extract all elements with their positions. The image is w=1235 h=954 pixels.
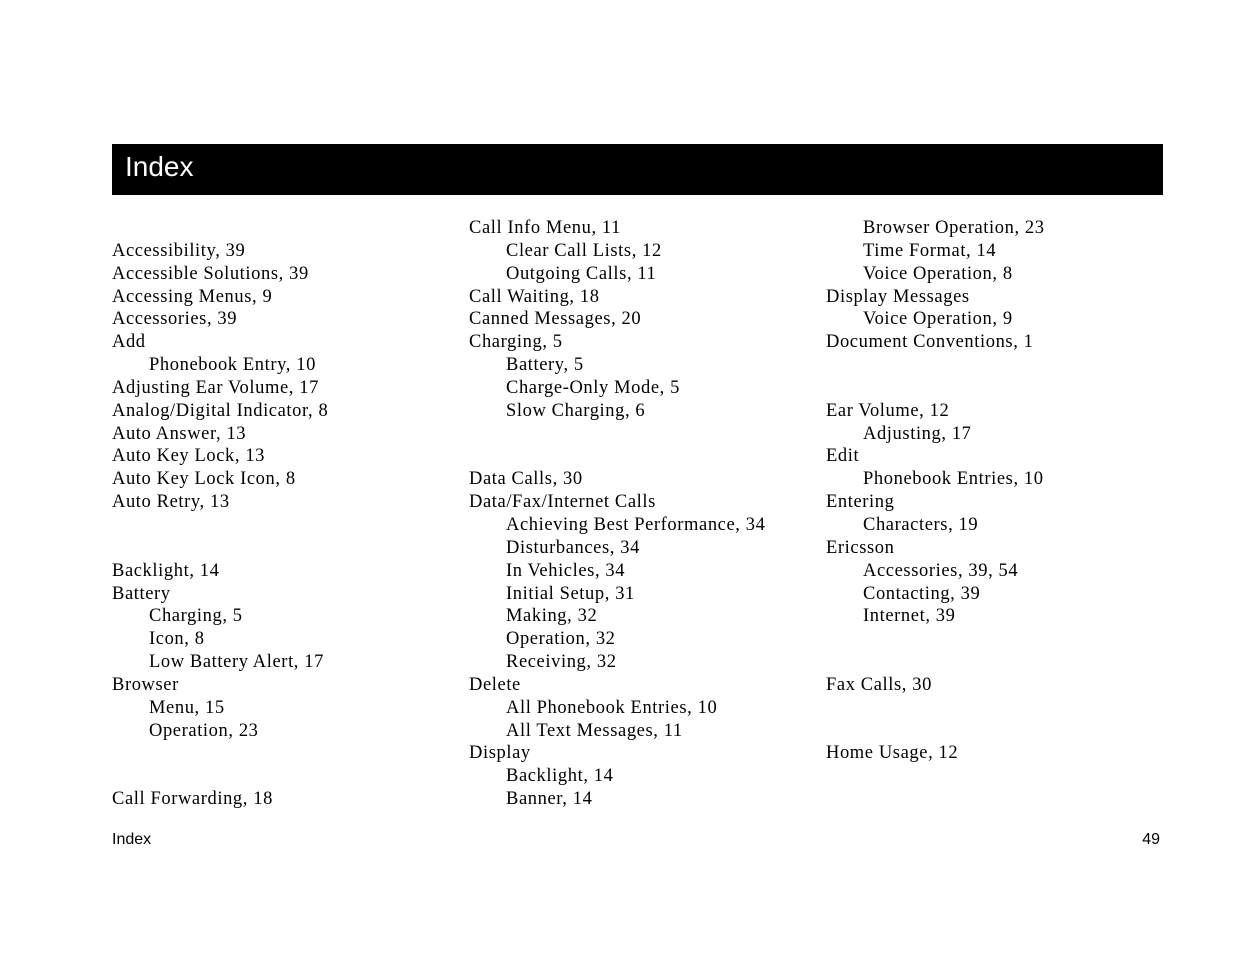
index-entry: Accessibility, 39 xyxy=(112,240,246,261)
index-subentry: Outgoing Calls, 11 xyxy=(506,263,657,284)
index-entry: Data Calls, 30 xyxy=(469,469,583,490)
index-entry: Fax Calls, 30 xyxy=(826,674,932,695)
index-column-1 xyxy=(112,217,452,811)
index-subentry: Voice Operation, 8 xyxy=(863,263,1013,284)
index-column-3 xyxy=(826,217,1156,765)
index-spacer xyxy=(826,354,1156,377)
index-spacer xyxy=(112,537,452,560)
index-subentry: Voice Operation, 9 xyxy=(863,309,1013,330)
index-spacer xyxy=(826,697,1156,720)
index-subentry: Phonebook Entries, 10 xyxy=(863,469,1044,490)
index-spacer xyxy=(112,765,452,788)
index-entry: Adjusting Ear Volume, 17 xyxy=(112,377,319,398)
index-entry: Auto Answer, 13 xyxy=(112,423,247,444)
index-subentry: Backlight, 14 xyxy=(506,766,614,787)
index-subentry: Clear Call Lists, 12 xyxy=(506,240,662,261)
index-entry: Add xyxy=(112,332,146,353)
index-subentry: Browser Operation, 23 xyxy=(863,218,1045,238)
index-spacer xyxy=(469,423,809,446)
index-subentry: Achieving Best Performance, 34 xyxy=(506,514,766,535)
index-subentry: Low Battery Alert, 17 xyxy=(149,652,324,673)
index-entry: Analog/Digital Indicator, 8 xyxy=(112,400,329,421)
index-entry: Data/Fax/Internet Calls xyxy=(469,492,656,513)
index-entry: Display Messages xyxy=(826,286,970,307)
index-subentry: Menu, 15 xyxy=(149,697,225,718)
index-entry: Ericsson xyxy=(826,537,895,558)
index-subentry: Battery, 5 xyxy=(506,355,584,376)
index-entry: Document Conventions, 1 xyxy=(826,332,1034,353)
index-subentry: Internet, 39 xyxy=(863,606,956,627)
index-spacer xyxy=(826,377,1156,400)
index-subentry: Contacting, 39 xyxy=(863,583,981,604)
index-subentry: Making, 32 xyxy=(506,606,598,627)
index-subentry: Receiving, 32 xyxy=(506,652,617,673)
index-subentry: In Vehicles, 34 xyxy=(506,560,626,581)
index-subentry: Icon, 8 xyxy=(149,629,205,650)
index-entry: Battery xyxy=(112,583,171,604)
index-entry: Accessing Menus, 9 xyxy=(112,286,273,307)
index-entry: Edit xyxy=(826,446,860,467)
index-entry: Accessories, 39 xyxy=(112,309,238,330)
index-entry: Backlight, 14 xyxy=(112,560,220,581)
page-title: Index xyxy=(125,151,194,182)
index-entry: Home Usage, 12 xyxy=(826,743,959,764)
index-subentry: Accessories, 39, 54 xyxy=(863,560,1019,581)
index-entry: Auto Retry, 13 xyxy=(112,492,230,513)
index-subentry: Phonebook Entry, 10 xyxy=(149,355,316,376)
index-spacer xyxy=(826,628,1156,651)
index-subentry: Characters, 19 xyxy=(863,514,979,535)
index-spacer xyxy=(112,217,452,240)
index-spacer xyxy=(469,445,809,468)
index-subentry: Charge-Only Mode, 5 xyxy=(506,377,680,398)
index-subentry: Operation, 32 xyxy=(506,629,616,650)
index-subentry: Initial Setup, 31 xyxy=(506,583,635,604)
index-spacer xyxy=(826,651,1156,674)
index-entry: Call Forwarding, 18 xyxy=(112,789,273,810)
index-entry: Display xyxy=(469,743,531,764)
index-subentry: All Text Messages, 11 xyxy=(506,720,683,741)
index-entry: Charging, 5 xyxy=(469,332,563,353)
index-header-bar xyxy=(112,144,1163,195)
index-entry: Ear Volume, 12 xyxy=(826,400,950,421)
index-subentry: Operation, 23 xyxy=(149,720,259,741)
index-entry: Canned Messages, 20 xyxy=(469,309,642,330)
index-subentry: All Phonebook Entries, 10 xyxy=(506,697,718,718)
index-entry: Auto Key Lock Icon, 8 xyxy=(112,469,296,490)
index-entry: Delete xyxy=(469,674,521,695)
index-subentry: Time Format, 14 xyxy=(863,240,997,261)
index-spacer xyxy=(826,720,1156,743)
index-subentry: Disturbances, 34 xyxy=(506,537,640,558)
index-subentry: Slow Charging, 6 xyxy=(506,400,646,421)
index-entry: Call Info Menu, 11 xyxy=(469,218,621,238)
index-entry: Auto Key Lock, 13 xyxy=(112,446,266,467)
index-entry: Call Waiting, 18 xyxy=(469,286,600,307)
index-subentry: Adjusting, 17 xyxy=(863,423,972,444)
index-subentry: Banner, 14 xyxy=(506,789,593,810)
footer-page-number: 49 xyxy=(1142,831,1160,848)
index-subentry: Charging, 5 xyxy=(149,606,243,627)
index-entry: Browser xyxy=(112,674,179,695)
index-entry: Entering xyxy=(826,492,895,513)
index-spacer xyxy=(112,742,452,765)
index-spacer xyxy=(112,514,452,537)
footer-section-label: Index xyxy=(112,831,152,848)
index-entry: Accessible Solutions, 39 xyxy=(112,263,309,284)
index-column-2 xyxy=(469,217,809,811)
